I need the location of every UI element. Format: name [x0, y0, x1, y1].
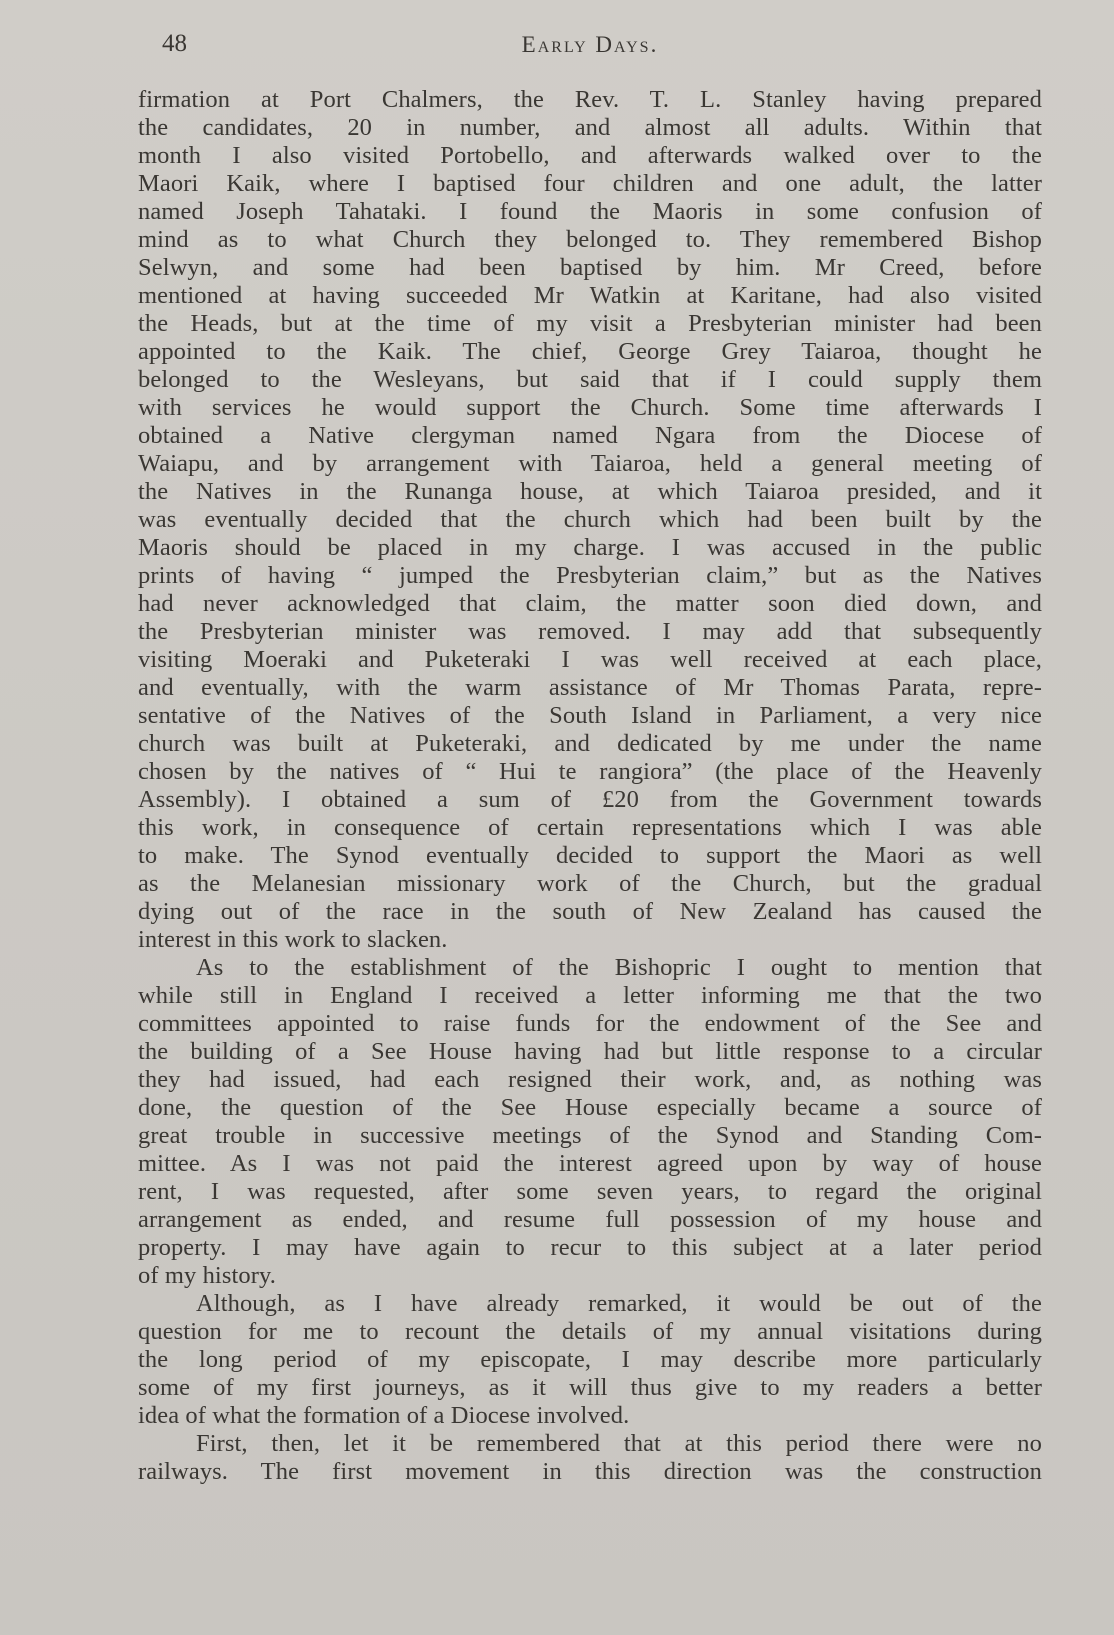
text-line: property. I may have again to recur to this subject at a later period: [138, 1234, 1042, 1261]
text-line: interest in this work to slacken.: [138, 926, 448, 953]
text-line: question for me to recount the details of my annual visitations during: [138, 1318, 1042, 1345]
text-line: First, then, let it be remembered that at this period there were no: [196, 1430, 1042, 1457]
text-line: the Natives in the Runanga house, at which Taiaroa presided, and it: [138, 478, 1042, 505]
text-line: church was built at Puketeraki, and dedicated by me under the name: [138, 730, 1042, 757]
text-line: the Heads, but at the time of my visit a Presbyterian minister had been: [138, 310, 1042, 337]
text-line: and eventually, with the warm assistance of Mr Thomas Parata, repre-: [138, 674, 1042, 701]
text-line: appointed to the Kaik. The chief, George Grey Taiaroa, thought he: [138, 338, 1042, 365]
text-line: mind as to what Church they belonged to. They remembered Bishop: [138, 226, 1042, 253]
text-line: the long period of my episcopate, I may describe more particularly: [138, 1346, 1042, 1373]
text-line: railways. The first movement in this direction was the construction: [138, 1458, 1042, 1485]
text-line: firmation at Port Chalmers, the Rev. T. L. Stanley having prepared: [138, 86, 1042, 113]
text-line: while still in England I received a letter informing me that the two: [138, 982, 1042, 1009]
text-line: Selwyn, and some had been baptised by him. Mr Creed, before: [138, 254, 1042, 281]
text-line: idea of what the formation of a Diocese involved.: [138, 1402, 630, 1429]
body-text: [138, 86, 1042, 1486]
text-line: rent, I was requested, after some seven years, to regard the original: [138, 1178, 1042, 1205]
text-line: was eventually decided that the church which had been built by the: [138, 506, 1042, 533]
text-line: Assembly). I obtained a sum of £20 from the Government towards: [138, 786, 1042, 813]
text-line: great trouble in successive meetings of the Synod and Standing Com-: [138, 1122, 1042, 1149]
text-line: Although, as I have already remarked, it would be out of the: [196, 1290, 1042, 1317]
text-line: As to the establishment of the Bishopric I ought to mention that: [196, 954, 1042, 981]
text-line: as the Melanesian missionary work of the Church, but the gradual: [138, 870, 1042, 897]
text-line: had never acknowledged that claim, the matter soon died down, and: [138, 590, 1042, 617]
text-line: month I also visited Portobello, and afterwards walked over to the: [138, 142, 1042, 169]
text-line: the building of a See House having had but little response to a circular: [138, 1038, 1042, 1065]
text-line: with services he would support the Church. Some time afterwards I: [138, 394, 1042, 421]
running-head: Early Days.: [521, 32, 659, 57]
text-line: prints of having “ jumped the Presbyterian claim,” but as the Natives: [138, 562, 1042, 589]
text-line: arrangement as ended, and resume full possession of my house and: [138, 1206, 1042, 1233]
text-line: Maoris should be placed in my charge. I was accused in the public: [138, 534, 1042, 561]
text-line: obtained a Native clergyman named Ngara from the Diocese of: [138, 422, 1042, 449]
text-line: some of my first journeys, as it will thus give to my readers a better: [138, 1374, 1042, 1401]
text-line: of my history.: [138, 1262, 276, 1289]
text-line: to make. The Synod eventually decided to support the Maori as well: [138, 842, 1042, 869]
page-number: 48: [162, 30, 187, 57]
text-line: mentioned at having succeeded Mr Watkin at Karitane, had also visited: [138, 282, 1042, 309]
text-line: belonged to the Wesleyans, but said that if I could supply them: [138, 366, 1042, 393]
text-line: the candidates, 20 in number, and almost all adults. Within that: [138, 114, 1042, 141]
text-line: they had issued, had each resigned their work, and, as nothing was: [138, 1066, 1042, 1093]
text-line: named Joseph Tahataki. I found the Maoris in some confusion of: [138, 198, 1042, 225]
text-line: done, the question of the See House especially became a source of: [138, 1094, 1042, 1121]
text-line: committees appointed to raise funds for the endowment of the See and: [138, 1010, 1042, 1037]
text-line: Maori Kaik, where I baptised four children and one adult, the latter: [138, 170, 1042, 197]
text-line: sentative of the Natives of the South Island in Parliament, a very nice: [138, 702, 1042, 729]
page-header: [138, 30, 1042, 66]
text-line: Waiapu, and by arrangement with Taiaroa, held a general meeting of: [138, 450, 1042, 477]
text-line: dying out of the race in the south of New Zealand has caused the: [138, 898, 1042, 925]
text-line: the Presbyterian minister was removed. I may add that subsequently: [138, 618, 1042, 645]
text-line: chosen by the natives of “ Hui te rangiora” (the place of the Heavenly: [138, 758, 1042, 785]
text-line: visiting Moeraki and Puketeraki I was well received at each place,: [138, 646, 1042, 673]
text-line: mittee. As I was not paid the interest agreed upon by way of house: [138, 1150, 1042, 1177]
text-line: this work, in consequence of certain representations which I was able: [138, 814, 1042, 841]
